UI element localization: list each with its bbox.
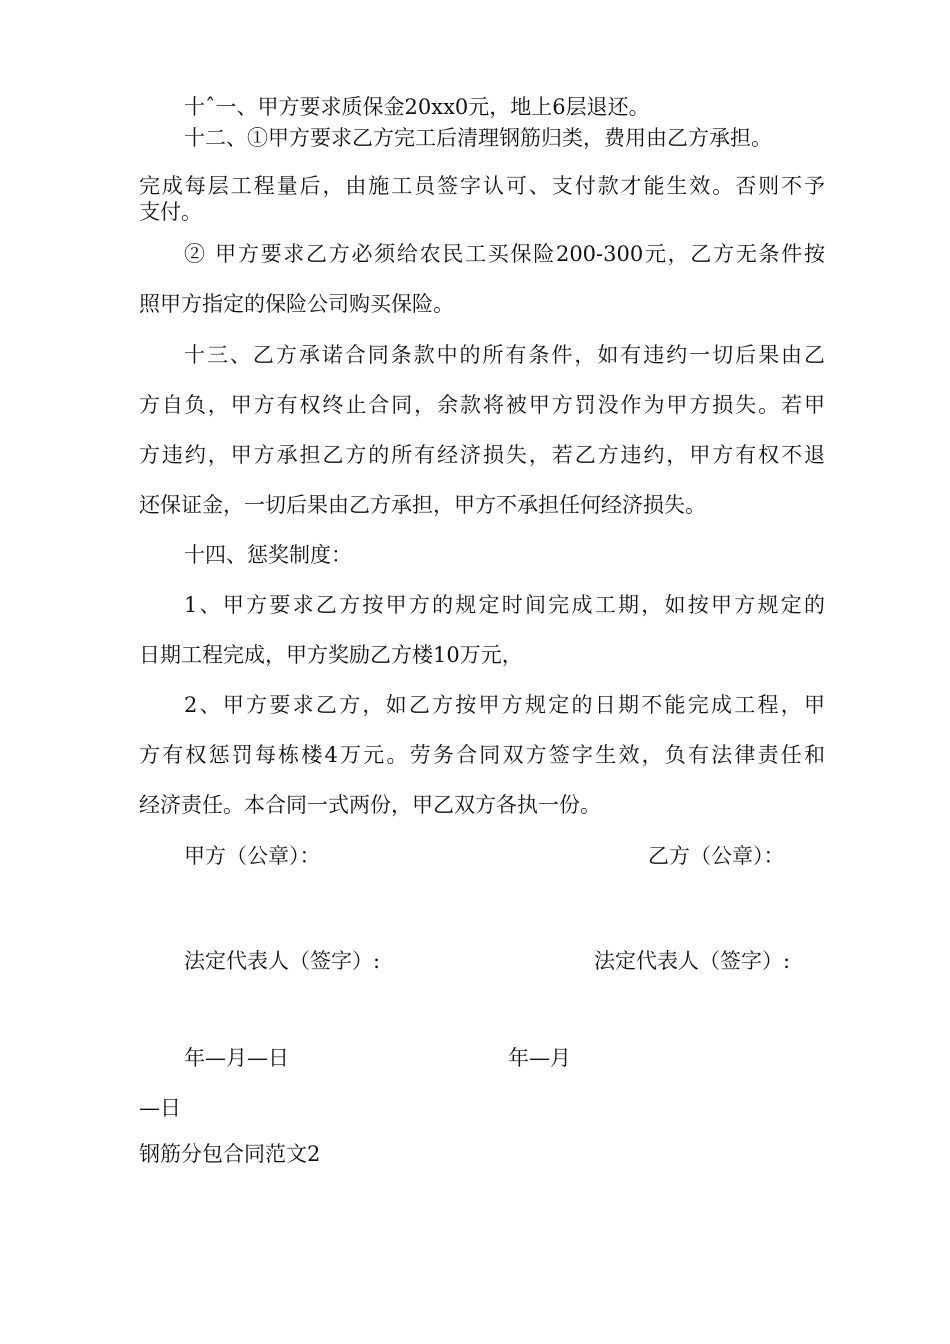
clause-14-item-2-line-3: 经济责任。本合同一式两份，甲乙双方各执一份。 [139,793,601,817]
clause-13-line-4: 还保证金，一切后果由乙方承担，甲方不承担任何经济损失。 [139,493,706,517]
clause-11: 十ˆ一、甲方要求质保金20xx0元，地上6层退还。 [184,95,650,119]
party-b-seal-label: 乙方（公章）： [648,844,785,868]
party-a-date: 年—月—日 [184,1046,289,1070]
clause-13-line-3: 方违约，甲方承担乙方的所有经济损失，若乙方违约，甲方有权不退 [139,443,825,467]
clause-12-item-2-line-2: 照甲方指定的保险公司购买保险。 [139,292,454,316]
clause-13-line-1: 十三、乙方承诺合同条款中的所有条件，如有违约一切后果由乙 [184,343,825,367]
clause-12-item-2-line-1: ② 甲方要求乙方必须给农民工买保险200-300元，乙方无条件按 [184,242,825,266]
party-b-representative-label: 法定代表人（签字）: [594,949,791,973]
party-b-date-part-2: —日 [139,1096,181,1120]
next-document-title: 钢筋分包合同范文2 [139,1142,321,1166]
clause-13-line-2: 方自负，甲方有权终止合同，余款将被甲方罚没作为甲方损失。若甲 [139,393,825,417]
clause-14-item-1-line-2: 日期工程完成，甲方奖励乙方楼10万元， [139,643,523,667]
clause-14-heading: 十四、惩奖制度： [184,543,352,567]
clause-12-line-1: 十二、①甲方要求乙方完工后清理钢筋归类，费用由乙方承担。 [184,126,772,150]
party-a-seal-label: 甲方（公章）： [184,844,321,868]
clause-12-line-2: 完成每层工程量后，由施工员签字认可、支付款才能生效。否则不予 [139,174,825,198]
clause-14-item-2-line-1: 2、甲方要求乙方，如乙方按甲方规定的日期不能完成工程，甲 [184,693,825,717]
party-a-representative-label: 法定代表人（签字）: [184,949,381,973]
clause-14-item-2-line-2: 方有权惩罚每栋楼4万元。劳务合同双方签字生效，负有法律责任和 [139,743,825,767]
clause-14-item-1-line-1: 1、甲方要求乙方按甲方的规定时间完成工期，如按甲方规定的 [184,593,825,617]
clause-12-line-3: 支付。 [139,200,202,224]
party-b-date-part-1: 年—月 [508,1046,571,1070]
